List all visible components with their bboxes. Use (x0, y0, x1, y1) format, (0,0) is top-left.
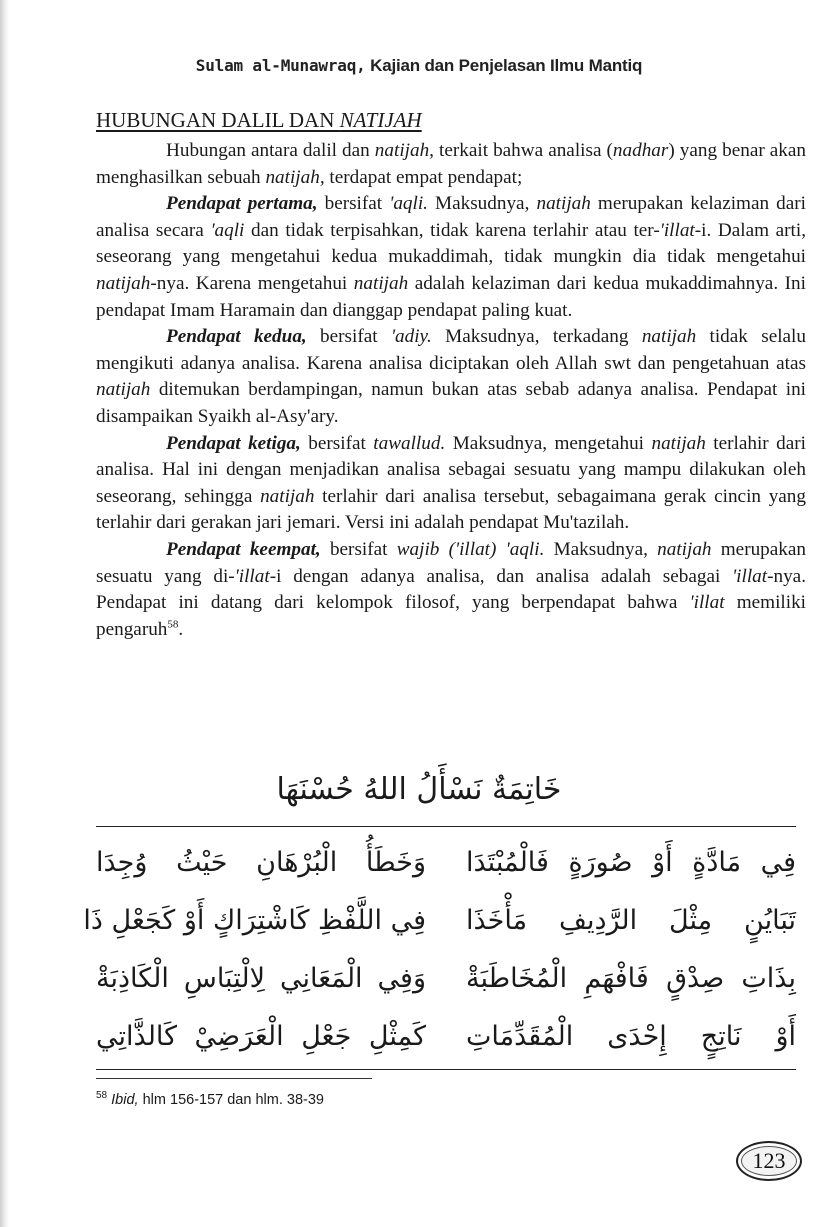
italic-run: wajib ('illat) 'aqli. (396, 538, 545, 560)
verse-right-hemistich: وَخَطَأُ الْبُرْهَانِ حَيْثُ وُجِدَا (96, 846, 426, 878)
text-run: dan tidak terpisahkan, tidak karena terlahir atau ter- (244, 219, 660, 241)
poem-verses (83, 826, 796, 1070)
verse-right-hemistich: فِي اللَّفْظِ كَاشْتِرَاكٍ أَوْ كَجَعْلِ ذَا (83, 904, 426, 936)
text-run: bersifat (320, 538, 397, 560)
italic-run: 'aqli (210, 219, 245, 241)
paragraph-lead: Pendapat keempat, (166, 538, 321, 560)
text-run: merupakan kelaziman dari analisa secara (96, 193, 806, 241)
italic-run: natijah (96, 379, 151, 401)
text-run: . (178, 618, 184, 640)
italic-run: natijah (651, 432, 706, 454)
italic-run: 'adiy. (390, 326, 432, 348)
italic-run: natijah (641, 326, 697, 348)
text-run: terdapat empat pendapat; (324, 166, 523, 188)
text-run: bersifat (300, 432, 374, 454)
text-run: bersifat (306, 326, 391, 348)
italic-run: natijah, (265, 166, 325, 188)
poem-title: خَاتِمَةٌ نَسْأَلُ اللهُ حُسْنَهَا (276, 772, 562, 807)
page-number-badge (736, 1141, 802, 1181)
text-run: ditemukan berdampingan, namun bukan atas sebab adanya analisa. Pendapat ini disampaikan Syaikh al-Asy'ary. (96, 379, 806, 427)
verse-left-hemistich: أَوْ نَاتِجٍ إِحْدَى الْمُقَدِّمَاتِ (466, 1020, 796, 1052)
italic-run: natijah, (374, 140, 434, 161)
italic-run: natijah (353, 272, 409, 294)
text-run: memiliki pengaruh (96, 592, 806, 640)
body-text (96, 138, 806, 643)
paragraph-lead: Pendapat pertama, (166, 193, 318, 215)
page-number: 123 (752, 1148, 786, 1173)
italic-run: nadhar (612, 140, 669, 161)
text-run: Maksudnya, (427, 193, 537, 215)
paragraph-lead: Pendapat ketiga, (166, 432, 301, 454)
verse-right-hemistich: وَفِي الْمَعَانِي لِالْتِبَاسِ الْكَاذِبَةْ (96, 962, 426, 994)
section-title-main: HUBUNGAN DALIL DAN (96, 108, 340, 132)
text-run: terlahir dari analisa. Hal ini dengan menjadikan analisa sebagai sesuatu yang mampu dilakukan oleh seseorang, sehingga (96, 432, 806, 507)
italic-run: 'aqli. (389, 193, 428, 215)
text-run: terkait bahwa analisa ( (433, 140, 613, 161)
paragraph-lead: Pendapat kedua, (166, 326, 307, 348)
section-title (96, 108, 422, 133)
verse-row (96, 833, 796, 891)
text-run: Maksudnya, mengetahui (445, 432, 652, 454)
text-run: bersifat (317, 193, 390, 215)
footnote-ibid: Ibid, (111, 1092, 139, 1108)
verse-right-hemistich: كَمِثْلِ جَعْلِ الْعَرَضِيْ كَالذَّاتِي (96, 1020, 426, 1052)
paragraph-pendapat-keempat (96, 537, 806, 643)
italic-run: 'illat (689, 592, 725, 614)
text-run: adalah kelaziman dari kedua mukaddimahnya. Ini pendapat Imam Haramain dan dianggap pendapat paling kuat. (96, 272, 806, 321)
text-run: merupakan sesuatu yang di- (96, 538, 806, 587)
italic-run: tawallud. (373, 432, 446, 454)
footnote-text: hlm 156-157 dan hlm. 38-39 (138, 1092, 324, 1108)
running-head (0, 56, 838, 76)
verse-left-hemistich: بِذَاتِ صِدْقٍ فَافْهَمِ الْمُخَاطَبَةْ (466, 962, 796, 994)
italic-run: natijah (657, 538, 712, 560)
running-head-title: Sulam al-Munawraq, (195, 56, 366, 75)
running-head-subtitle: Kajian dan Penjelasan Ilmu Mantiq (370, 56, 643, 75)
footnote-number: 58 (96, 1090, 108, 1102)
verse-row (96, 1007, 796, 1065)
text-run: -i. Dalam arti, seseorang yang mengetahui kedua mukaddimah, tidak mungkin dia tidak mengetahui (96, 219, 807, 268)
section-title-italic: NATIJAH (339, 108, 422, 132)
footnote-ref: 58 (167, 618, 179, 631)
footnote (96, 1092, 324, 1108)
verse-row (83, 891, 796, 949)
text-run: -nya. Pendapat ini datang dari kelompok filosof, yang berpendapat bahwa (96, 565, 806, 614)
italic-run: natijah (536, 193, 591, 215)
italic-run: natijah (260, 485, 315, 507)
paragraph-pendapat-kedua (96, 324, 806, 430)
italic-run: 'illat (732, 565, 768, 587)
text-run: -i dengan adanya analisa, dan analisa adalah sebagai (269, 565, 733, 587)
page-spine-shadow (0, 0, 10, 1227)
text-run: Hubungan antara dalil dan (166, 140, 375, 161)
italic-run: natijah (96, 272, 151, 294)
paragraph-pendapat-pertama (96, 191, 806, 324)
text-run: terlahir dari analisa tersebut, sebagaimana gerak cincin yang terlahir dari gerakan jari jemari. Versi ini adalah pendapat Mu'tazilah. (96, 485, 806, 534)
italic-run: 'illat (234, 565, 270, 587)
verse-left-hemistich: فِي مَادَّةٍ أَوْ صُورَةٍ فَالْمُبْتَدَا (466, 846, 796, 878)
footnote-divider (96, 1078, 372, 1079)
text-run: tidak selalu mengikuti adanya analisa. Karena analisa diciptakan oleh Allah swt dan pengetahuan atas (96, 326, 806, 374)
verse-row (96, 949, 796, 1007)
italic-run: 'illat (659, 219, 695, 241)
text-run: Maksudnya, (544, 538, 658, 560)
text-run: -nya. Karena mengetahui (150, 272, 354, 294)
paragraph-intro (96, 138, 806, 191)
verse-left-hemistich: تَبَايُنٍ مِثْلَ الرَّدِيفِ مَأْخَذَا (466, 904, 796, 936)
text-run: ) yang benar akan menghasilkan sebuah (96, 140, 806, 188)
paragraph-pendapat-ketiga (96, 431, 806, 537)
text-run: Maksudnya, terkadang (431, 326, 642, 348)
